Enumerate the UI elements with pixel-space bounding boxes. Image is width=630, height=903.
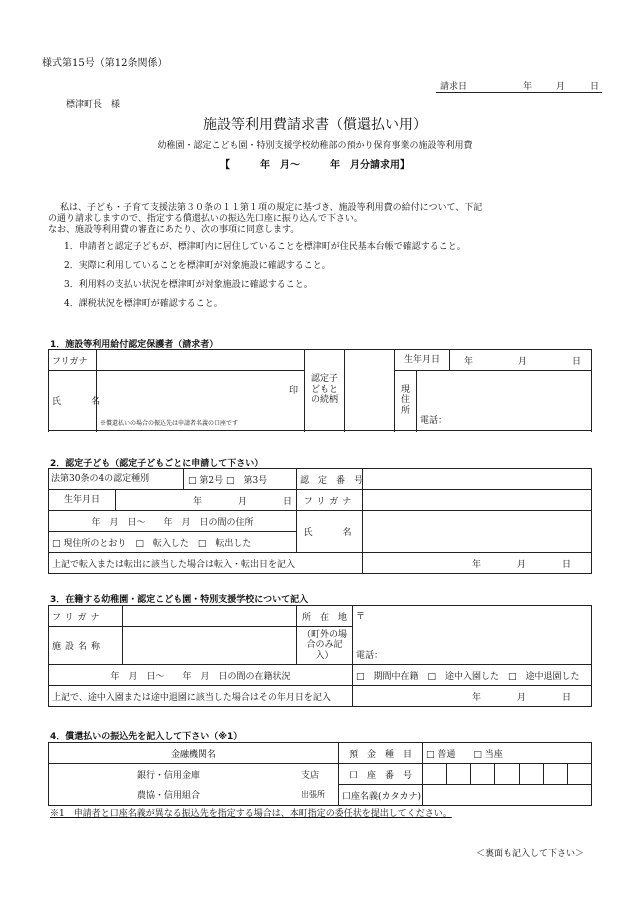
- enrollment-period-label: 年 月 日～ 年 月 日の間の在籍状況: [49, 665, 353, 686]
- intro-line1: 私は、子ども・子育て支援法第３０条の１１第１項の規定に基づき、施設等利用費の給付について、下記: [60, 203, 483, 213]
- address-label: 現住所: [395, 371, 417, 431]
- account-number-input[interactable]: [423, 764, 592, 785]
- mid-change-date-input[interactable]: 年 月 日: [353, 686, 592, 707]
- intro-line3: なお、施設等利用費の審査にあたり、次の事項に同意します。: [48, 225, 300, 235]
- deposit-type-options[interactable]: □ 普通 □ 当座: [423, 743, 592, 764]
- request-date-label: 請求日: [440, 82, 468, 92]
- phone-label: 電話：: [420, 416, 448, 426]
- facility-table: [48, 605, 592, 707]
- child-table: [48, 468, 592, 574]
- bank-table: [48, 742, 592, 806]
- consent-item-3: 3．利用料の支払い状況を標津町が対象施設に確認すること。: [64, 280, 313, 290]
- cert-number-input[interactable]: [363, 469, 592, 490]
- institution-input[interactable]: [49, 764, 339, 806]
- institution-label: 金融機関名: [49, 743, 339, 764]
- section1-heading: 1．施設等利用給付認定保護者（請求者）: [50, 340, 219, 350]
- furigana-input[interactable]: [97, 350, 305, 371]
- consent-item-2: 2．実際に利用していることを標津町が対象施設に確認すること。: [64, 261, 331, 271]
- location-label: 所 在 地: [297, 606, 353, 627]
- cert-type-options[interactable]: □ 第2号 □ 第3号: [188, 475, 268, 486]
- guardian-table: [48, 349, 592, 431]
- relation-input[interactable]: [345, 350, 395, 431]
- child-dob-input[interactable]: 年 月 日: [192, 496, 292, 507]
- bank-type-label: 銀行・信用金庫: [137, 771, 201, 781]
- period-heading: 【 年 月～ 年 月分請求用】: [220, 160, 410, 171]
- dob-input[interactable]: 年 月 日: [464, 356, 582, 367]
- request-date-year: 年: [523, 82, 533, 92]
- move-date-input[interactable]: 年 月 日: [363, 553, 592, 574]
- deposit-type-label: 預 金 種 目: [339, 743, 423, 764]
- seal-mark: 印: [288, 386, 298, 396]
- agri-type-label: 農協・信用組合: [137, 791, 201, 801]
- facility-name-label: 施設名称: [49, 627, 123, 665]
- account-name-label: 口座名義(カタカナ): [339, 785, 423, 806]
- child-name-input[interactable]: [363, 511, 592, 553]
- period-address-label: 年 月 日～ 年 月 日の間の住所: [49, 511, 297, 532]
- account-name-input[interactable]: [423, 785, 592, 806]
- account-number-label: 口 座 番 号: [339, 764, 423, 785]
- address-options[interactable]: □ 現住所のとおり □ 転入した □ 転出した: [49, 532, 297, 553]
- section3-heading: 3．在籍する幼稚園・認定こども園・特別支援学校について記入: [50, 595, 309, 605]
- facility-furigana-label: フリガナ: [49, 606, 123, 627]
- request-date-underline: [436, 92, 602, 93]
- address-input[interactable]: [417, 371, 592, 431]
- facility-name-input[interactable]: [123, 627, 297, 665]
- cert-number-label: 認 定 番 号: [297, 469, 363, 490]
- addressee: 標津町長 様: [66, 100, 121, 110]
- branch-label: 支店: [301, 771, 320, 781]
- name-label: 氏 名: [49, 371, 97, 431]
- enrollment-status-options[interactable]: □ 期間中在籍 □ 途中入園した □ 途中退園した: [353, 665, 592, 686]
- transfer-note: ※1 申請者と口座名義が異なる振込先を指定する場合は、本町指定の委任状を提出してください。: [50, 809, 452, 819]
- facility-phone-label: 電話：: [356, 651, 384, 661]
- facility-furigana-input[interactable]: [123, 606, 297, 627]
- furigana-label: フリガナ: [49, 350, 97, 371]
- cert-type-label: 法第30条の4の認定種別: [49, 469, 184, 489]
- dob-label: 生年月日: [395, 350, 450, 370]
- child-furigana-input[interactable]: [363, 490, 592, 511]
- consent-item-1: 1．申請者と認定子どもが、標津町内に居住していることを標津町が住民基本台帳で確認すること。: [64, 242, 466, 252]
- footer-note: ＜裏面も記入して下さい＞: [476, 849, 585, 859]
- name-input[interactable]: [97, 371, 305, 431]
- child-dob-label: 生年月日: [49, 490, 116, 510]
- mid-change-note: 上記で、途中入園または途中退園に該当した場合はその年月日を記入: [49, 686, 353, 707]
- office-label: 出張所: [301, 790, 325, 799]
- postal-mark: 〒: [356, 612, 366, 622]
- child-furigana-label: フリガナ: [297, 490, 363, 511]
- request-date-day: 日: [590, 82, 600, 92]
- move-date-note: 上記で転入または転出に該当した場合は転入・転出日を記入: [49, 553, 363, 574]
- request-date-month: 月: [556, 82, 566, 92]
- subtitle: 幼稚園・認定こども園・特別支援学校幼稚部の預かり保育事業の施設等利用費: [157, 141, 473, 151]
- section2-heading: 2．認定子ども（認定子どもごとに申請して下さい）: [50, 459, 264, 469]
- form-number: 様式第15号（第12条関係）: [42, 58, 168, 69]
- outside-note: （町外の場合のみ記入）: [297, 627, 353, 665]
- section4-heading: 4．償還払いの振込先を記入して下さい（※1）: [50, 732, 243, 742]
- consent-item-4: 4．課税状況を標津町が確認すること。: [64, 299, 223, 309]
- page-title: 施設等利用費請求書（償還払い用）: [203, 117, 427, 133]
- child-name-label: 氏 名: [297, 511, 363, 553]
- seal-note: ※償還払いの場合の振込先は申請者名義の口座です: [100, 420, 239, 427]
- location-input[interactable]: [353, 606, 592, 665]
- intro-line2: の通り請求しますので、指定する償還払いの振込先口座に振り込んで下さい。: [48, 214, 363, 224]
- relation-label: 認定子どもとの続柄: [305, 350, 345, 431]
